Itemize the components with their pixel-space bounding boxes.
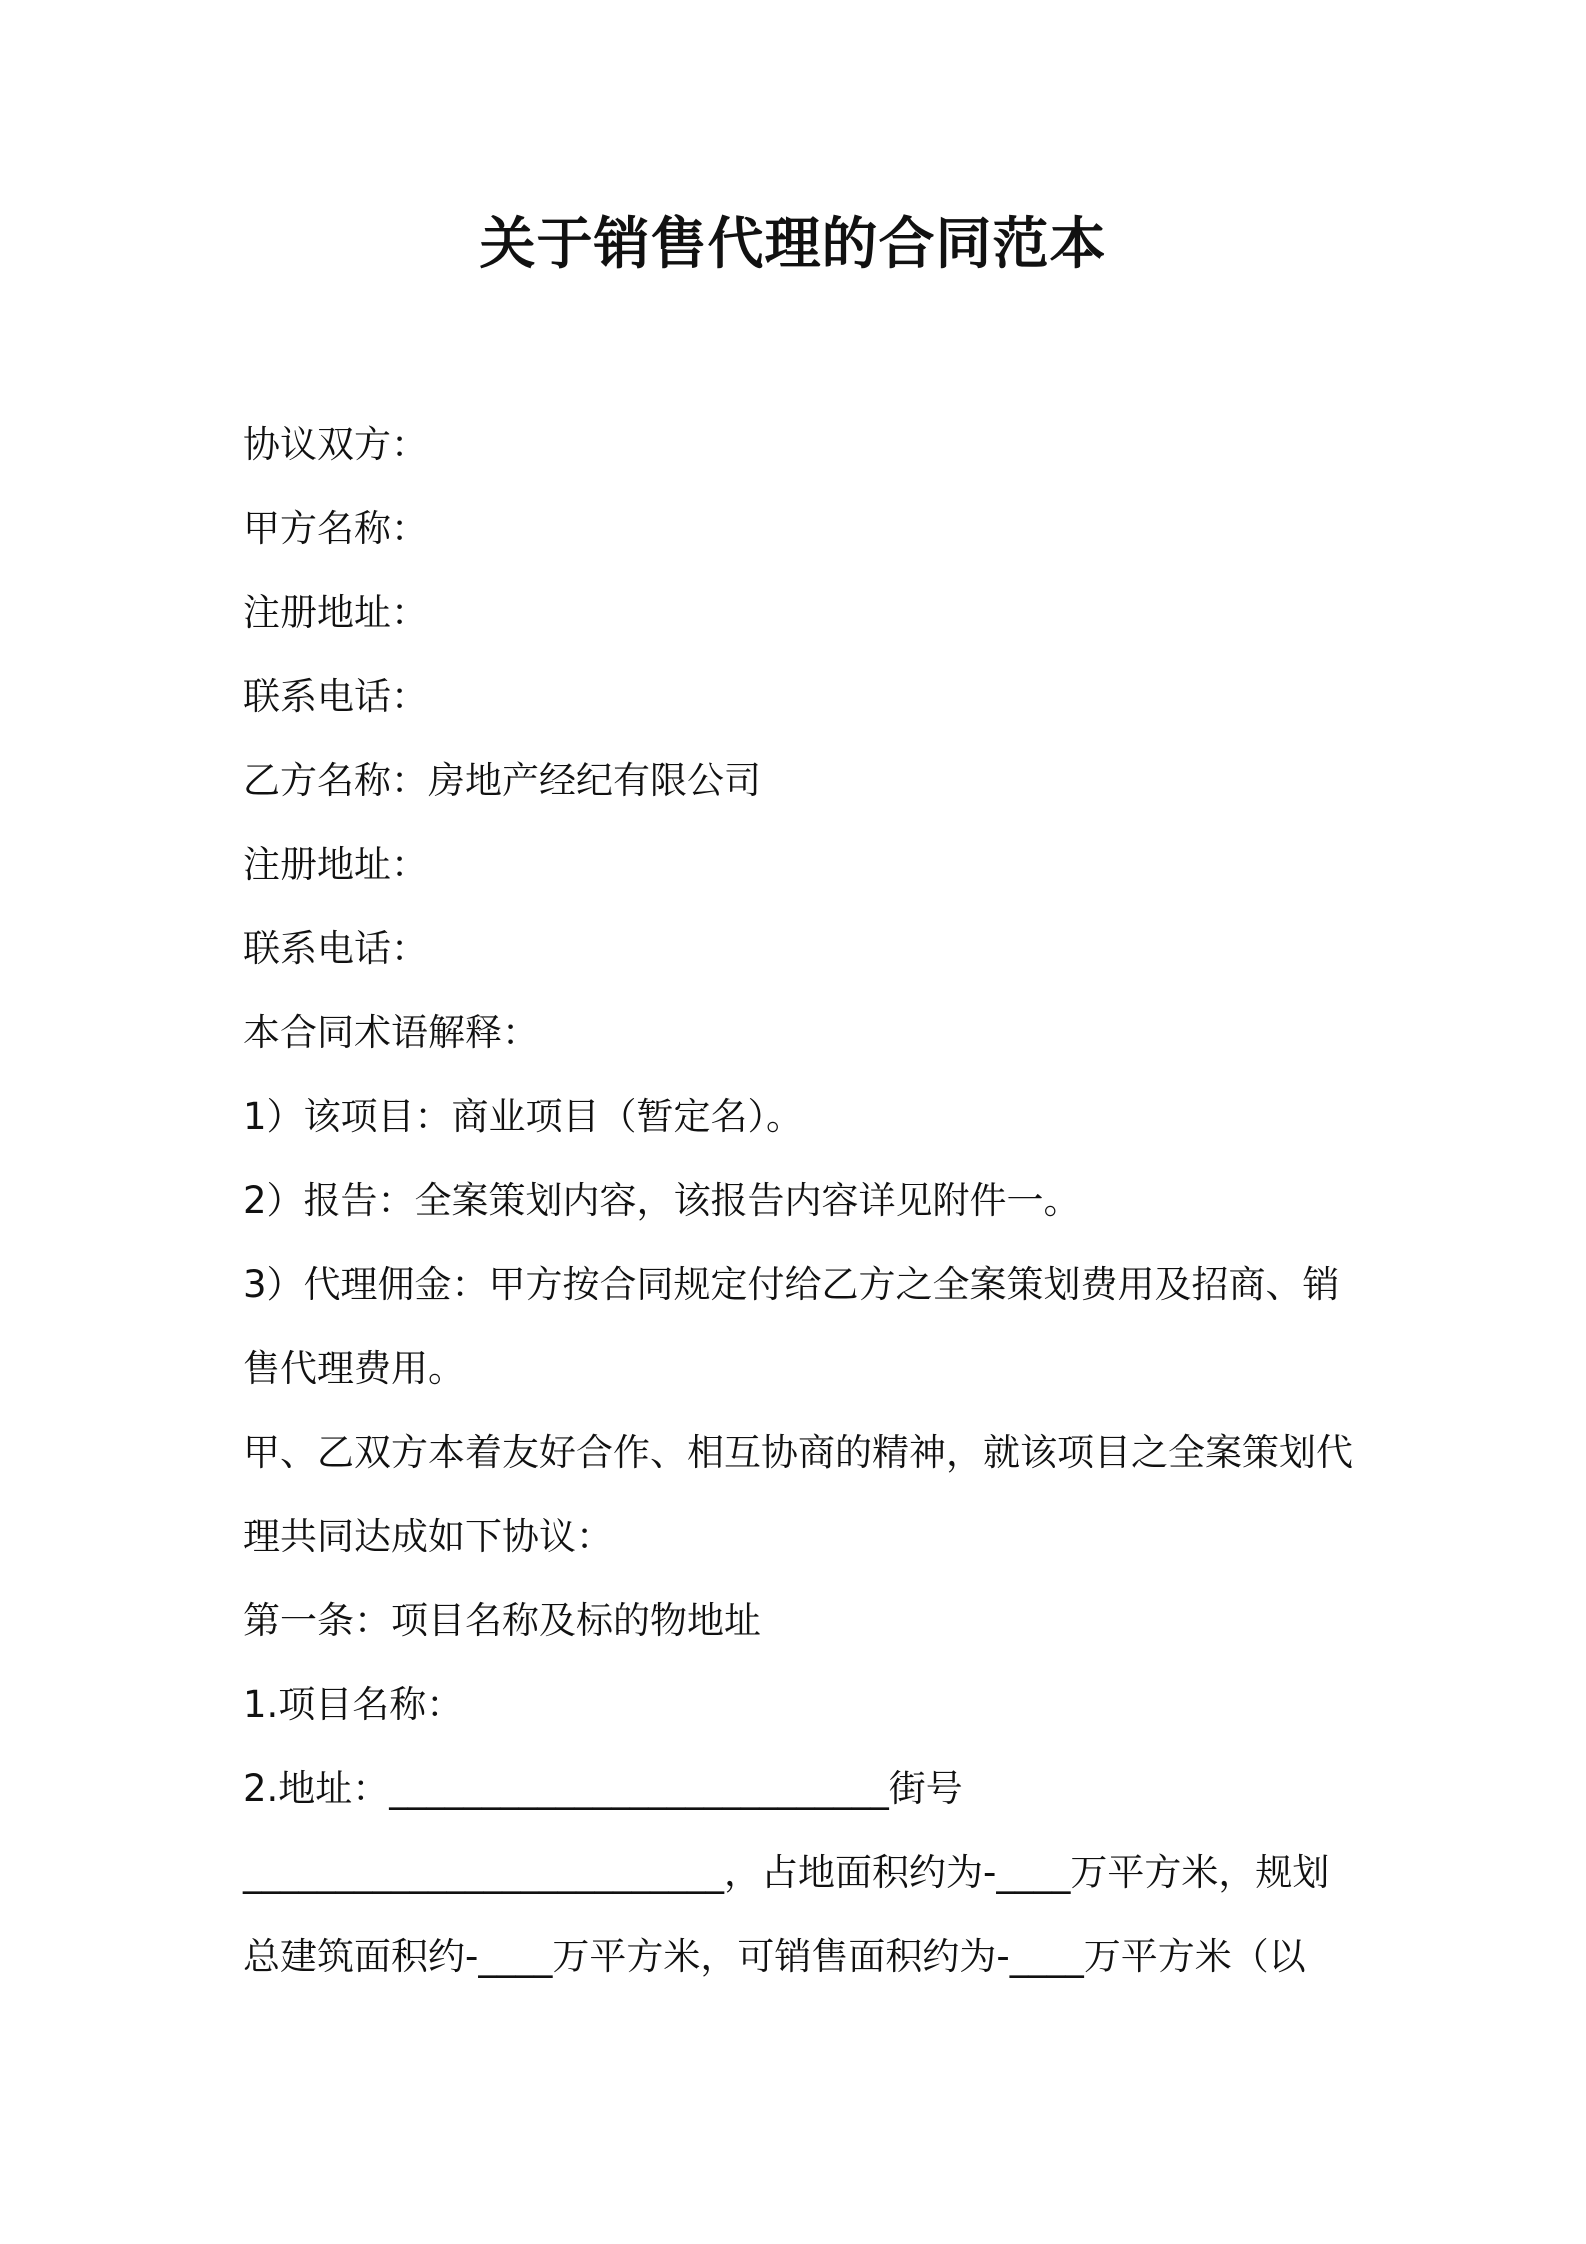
body-line-term-2: 2）报告：全案策划内容，该报告内容详见附件一。 — [243, 1179, 1081, 1222]
document-body — [243, 403, 1353, 1999]
body-line-building-area: 总建筑面积约-____万平方米，可销售面积约为-____万平方米（以 — [243, 1935, 1306, 1978]
body-line-address: 2.地址：___________________________街号 — [243, 1767, 963, 1810]
body-line-terms-heading: 本合同术语解释： — [243, 1011, 539, 1054]
body-line-party-a-address: 注册地址： — [243, 591, 428, 634]
body-line-term-3-cont: 售代理费用。 — [243, 1347, 465, 1390]
body-line-party-a-name: 甲方名称： — [243, 507, 428, 550]
body-line-agreement-cont: 理共同达成如下协议： — [243, 1515, 613, 1558]
body-line-area: __________________________，占地面积约为-____万平方米，规划 — [243, 1851, 1330, 1894]
document-title: 关于销售代理的合同范本 — [479, 212, 1107, 277]
body-line-article-1: 第一条：项目名称及标的物地址 — [243, 1599, 761, 1642]
body-line-party-b-phone: 联系电话： — [243, 927, 428, 970]
body-line-term-3: 3）代理佣金：甲方按合同规定付给乙方之全案策划费用及招商、销 — [243, 1263, 1340, 1306]
body-line-party-b-name: 乙方名称：房地产经纪有限公司 — [243, 759, 761, 802]
body-line-parties: 协议双方： — [243, 423, 428, 466]
body-line-party-b-address: 注册地址： — [243, 843, 428, 886]
body-line-party-a-phone: 联系电话： — [243, 675, 428, 718]
body-line-project-name: 1.项目名称： — [243, 1683, 464, 1726]
body-line-term-1: 1）该项目：商业项目（暂定名）。 — [243, 1095, 804, 1138]
body-line-agreement: 甲、乙双方本着友好合作、相互协商的精神，就该项目之全案策划代 — [243, 1431, 1353, 1474]
